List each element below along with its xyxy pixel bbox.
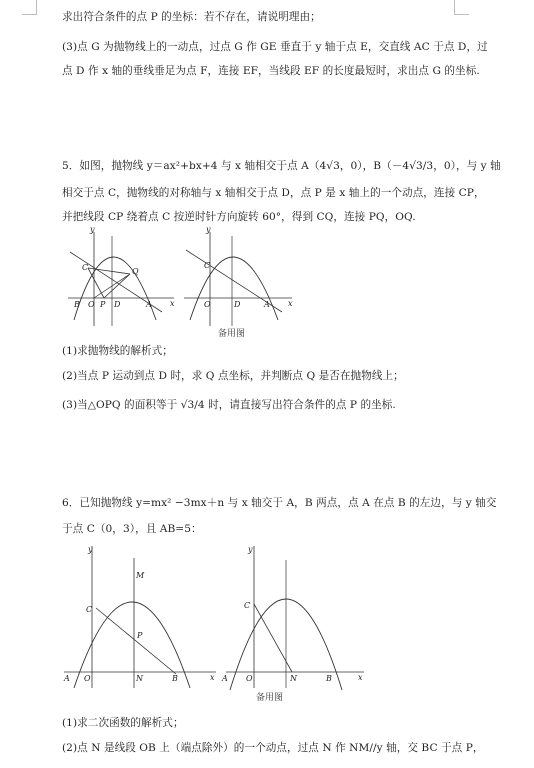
axis-label-x: x — [210, 673, 215, 682]
question-5-1: (1)求抛物线的解析式； — [62, 345, 173, 357]
text-line: 求出符合条件的点 P 的坐标：若不存在，请说明理由； — [62, 11, 321, 23]
axis-label-y: y — [88, 545, 93, 554]
question-5-3: (3)当△OPQ 的面积等于 √3/4 时，请直接写出符合条件的点 P 的坐标. — [62, 399, 396, 411]
point-label-D: D — [234, 300, 241, 309]
point-label-A: A — [264, 300, 270, 309]
figure-caption: 备用图 — [256, 693, 284, 703]
point-label-P: P — [137, 631, 143, 640]
axis-label-x: x — [170, 299, 175, 308]
point-label-B: B — [326, 674, 332, 683]
problem-6-title: 6．已知抛物线 y=mx² −3mx＋n 与 x 轴交于 A，B 两点，点 A 在点 B 的左边，与 y 轴交 — [62, 497, 497, 509]
point-label-C: C — [244, 601, 251, 610]
axis-label-x: x — [288, 299, 293, 308]
axis-label-x: x — [358, 673, 363, 682]
point-label-P: P — [100, 300, 106, 309]
axis-label-y: y — [248, 545, 253, 554]
point-label-D: D — [114, 300, 121, 309]
question-5-2: (2)当点 P 运动到点 D 时，求 Q 点坐标，并判断点 Q 是否在抛物线上； — [62, 370, 404, 382]
text-line: 并把线段 CP 绕着点 C 按逆时针方向旋转 60°，得到 CQ，连接 PQ，OQ. — [62, 211, 416, 223]
text-line: (3)点 G 为抛物线上的一动点，过点 G 作 GE 垂直于 y 轴于点 E，交直线 AC 于点 D，过 — [62, 41, 488, 53]
text-line: 点 D 作 x 轴的垂线垂足为点 F，连接 EF，当线段 EF 的长度最短时，求出点 G 的坐标. — [62, 65, 480, 77]
point-label-B: B — [172, 674, 178, 683]
question-6-1: (1)求二次函数的解析式； — [62, 717, 184, 729]
figure-5-main — [60, 225, 178, 330]
text-line: 相交于点 C，抛物线的对称轴与 x 轴相交于点 D，点 P 是 x 轴上的一个动点，连接 CP， — [62, 187, 485, 199]
axis-label-y: y — [90, 225, 95, 234]
point-label-B: B — [74, 300, 80, 309]
page-corner-mark — [22, 0, 37, 15]
point-label-O: O — [84, 674, 91, 683]
text-line: 于点 C（0，3），且 AB=5： — [62, 523, 202, 535]
point-label-N: N — [136, 674, 143, 683]
point-label-A: A — [64, 674, 70, 683]
axis-label-y: y — [206, 225, 211, 234]
point-label-C: C — [86, 605, 93, 614]
figure-6-main — [60, 540, 220, 690]
point-label-N: N — [290, 674, 297, 683]
point-label-A: A — [146, 300, 152, 309]
point-label-Q: Q — [132, 267, 139, 276]
point-label-O: O — [204, 300, 211, 309]
point-label-A: A — [222, 674, 228, 683]
point-label-O: O — [88, 300, 95, 309]
question-6-2: (2)点 N 是线段 OB 上（端点除外）的一个动点，过点 N 作 NM//y 轴，交 BC 于点 P， — [62, 742, 484, 754]
figure-6-spare — [218, 540, 368, 690]
point-label-M: M — [136, 571, 145, 580]
point-label-C: C — [204, 261, 211, 270]
point-label-O: O — [246, 674, 253, 683]
point-label-C: C — [82, 263, 89, 272]
problem-5-title: 5．如图，抛物线 y＝ax²+bx+4 与 x 轴相交于点 A（4√3，0），B（－4√3/3，0），与 y 轴 — [62, 160, 501, 172]
figure-caption: 备用图 — [218, 329, 246, 339]
figure-5-spare — [178, 225, 296, 330]
